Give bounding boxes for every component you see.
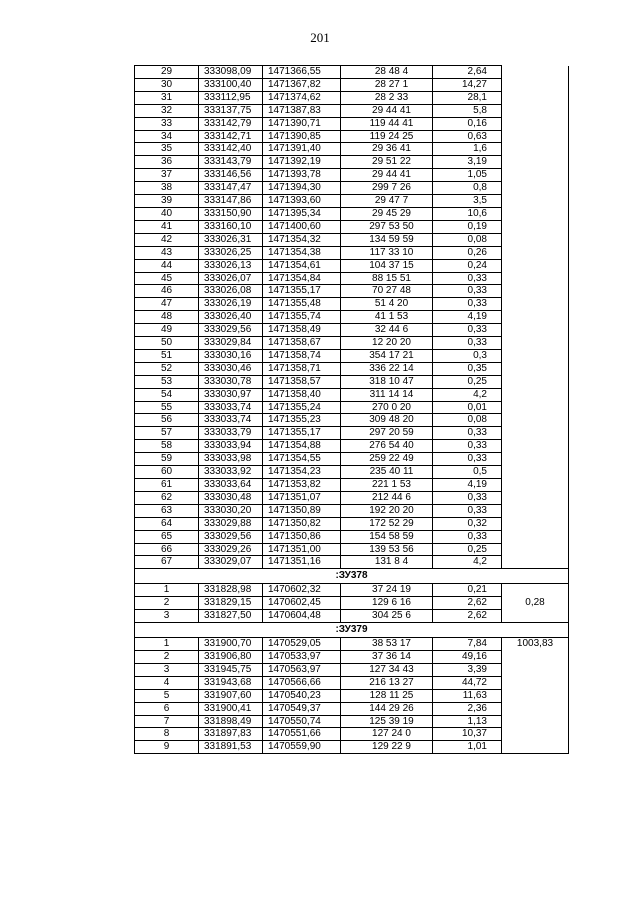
x-coordinate: 333033,98: [199, 453, 263, 466]
y-coordinate: 1471355,17: [263, 285, 341, 298]
x-coordinate: 333030,46: [199, 362, 263, 375]
point-number: 3: [135, 610, 199, 623]
direction-angle: 125 39 19: [341, 715, 433, 728]
point-number: 34: [135, 130, 199, 143]
direction-angle: 297 53 50: [341, 220, 433, 233]
x-coordinate: 333026,31: [199, 233, 263, 246]
x-coordinate: 333030,20: [199, 504, 263, 517]
direction-angle: 32 44 6: [341, 324, 433, 337]
y-coordinate: 1471366,55: [263, 66, 341, 79]
segment-length: 1,6: [433, 143, 502, 156]
y-coordinate: 1471350,86: [263, 530, 341, 543]
y-coordinate: 1471358,74: [263, 349, 341, 362]
point-number: 45: [135, 272, 199, 285]
y-coordinate: 1470604,48: [263, 610, 341, 623]
point-number: 43: [135, 246, 199, 259]
point-number: 46: [135, 285, 199, 298]
direction-angle: 29 36 41: [341, 143, 433, 156]
x-coordinate: 333033,74: [199, 414, 263, 427]
x-coordinate: 333112,95: [199, 91, 263, 104]
point-number: 52: [135, 362, 199, 375]
x-coordinate: 333160,10: [199, 220, 263, 233]
point-number: 36: [135, 156, 199, 169]
point-number: 55: [135, 401, 199, 414]
segment-length: 0,21: [433, 584, 502, 597]
y-coordinate: 1471354,84: [263, 272, 341, 285]
page-number: 201: [310, 30, 330, 45]
segment-length: 0,33: [433, 427, 502, 440]
x-coordinate: 333030,48: [199, 491, 263, 504]
x-coordinate: 331900,41: [199, 702, 263, 715]
x-coordinate: 333100,40: [199, 78, 263, 91]
y-coordinate: 1470540,23: [263, 689, 341, 702]
x-coordinate: 333146,56: [199, 169, 263, 182]
x-coordinate: 333026,25: [199, 246, 263, 259]
direction-angle: 276 54 40: [341, 440, 433, 453]
segment-length: 3,5: [433, 195, 502, 208]
direction-angle: 131 8 4: [341, 556, 433, 569]
direction-angle: 336 22 14: [341, 362, 433, 375]
y-coordinate: 1471358,67: [263, 337, 341, 350]
segment-length: 1,05: [433, 169, 502, 182]
direction-angle: 172 52 29: [341, 517, 433, 530]
direction-angle: 12 20 20: [341, 337, 433, 350]
segment-length: 44,72: [433, 676, 502, 689]
segment-length: 14,27: [433, 78, 502, 91]
point-number: 39: [135, 195, 199, 208]
coordinates-table: [134, 65, 569, 754]
direction-angle: 29 44 41: [341, 104, 433, 117]
segment-length: 2,64: [433, 66, 502, 79]
x-coordinate: 333026,08: [199, 285, 263, 298]
y-coordinate: 1471390,71: [263, 117, 341, 130]
direction-angle: 154 58 59: [341, 530, 433, 543]
y-coordinate: 1471390,85: [263, 130, 341, 143]
segment-length: 0,33: [433, 530, 502, 543]
segment-length: 0,26: [433, 246, 502, 259]
direction-angle: 127 34 43: [341, 663, 433, 676]
y-coordinate: 1471350,82: [263, 517, 341, 530]
y-coordinate: 1471358,49: [263, 324, 341, 337]
segment-length: 0,19: [433, 220, 502, 233]
segment-length: 0,8: [433, 182, 502, 195]
direction-angle: 299 7 26: [341, 182, 433, 195]
point-number: 4: [135, 676, 199, 689]
point-number: 56: [135, 414, 199, 427]
segment-length: 0,08: [433, 414, 502, 427]
segment-length: 0,35: [433, 362, 502, 375]
direction-angle: 311 14 14: [341, 388, 433, 401]
x-coordinate: 333142,79: [199, 117, 263, 130]
point-number: 6: [135, 702, 199, 715]
segment-length: 0,08: [433, 233, 502, 246]
point-number: 49: [135, 324, 199, 337]
segment-length: 0,32: [433, 517, 502, 530]
y-coordinate: 1470550,74: [263, 715, 341, 728]
y-coordinate: 1471351,07: [263, 491, 341, 504]
point-number: 63: [135, 504, 199, 517]
point-number: 1: [135, 584, 199, 597]
segment-length: 49,16: [433, 650, 502, 663]
area-cell-empty: [502, 66, 569, 569]
y-coordinate: 1471358,57: [263, 375, 341, 388]
point-number: 31: [135, 91, 199, 104]
direction-angle: 127 24 0: [341, 728, 433, 741]
x-coordinate: 333033,74: [199, 401, 263, 414]
y-coordinate: 1471367,82: [263, 78, 341, 91]
direction-angle: 216 13 27: [341, 676, 433, 689]
point-number: 58: [135, 440, 199, 453]
direction-angle: 41 1 53: [341, 311, 433, 324]
segment-length: 0,33: [433, 440, 502, 453]
segment-length: 0,24: [433, 259, 502, 272]
x-coordinate: 333033,92: [199, 466, 263, 479]
x-coordinate: 333030,16: [199, 349, 263, 362]
point-number: 44: [135, 259, 199, 272]
point-number: 61: [135, 479, 199, 492]
x-coordinate: 333026,40: [199, 311, 263, 324]
point-number: 57: [135, 427, 199, 440]
x-coordinate: 331906,80: [199, 650, 263, 663]
segment-length: 0,3: [433, 349, 502, 362]
y-coordinate: 1471354,32: [263, 233, 341, 246]
y-coordinate: 1471393,78: [263, 169, 341, 182]
point-number: 54: [135, 388, 199, 401]
y-coordinate: 1471354,88: [263, 440, 341, 453]
point-number: 59: [135, 453, 199, 466]
x-coordinate: 333030,97: [199, 388, 263, 401]
x-coordinate: 333033,79: [199, 427, 263, 440]
point-number: 64: [135, 517, 199, 530]
segment-length: 0,25: [433, 543, 502, 556]
direction-angle: 235 40 11: [341, 466, 433, 479]
segment-length: 2,62: [433, 597, 502, 610]
y-coordinate: 1471395,34: [263, 207, 341, 220]
segment-length: 10,6: [433, 207, 502, 220]
point-number: 7: [135, 715, 199, 728]
y-coordinate: 1471358,40: [263, 388, 341, 401]
section-title: :ЗУ379: [135, 623, 569, 638]
direction-angle: 128 11 25: [341, 689, 433, 702]
point-number: 60: [135, 466, 199, 479]
table-row: [135, 584, 569, 597]
point-number: 37: [135, 169, 199, 182]
point-number: 47: [135, 298, 199, 311]
point-number: 40: [135, 207, 199, 220]
section-header-row: [135, 623, 569, 638]
y-coordinate: 1471394,30: [263, 182, 341, 195]
direction-angle: 270 0 20: [341, 401, 433, 414]
table-row: [135, 638, 569, 651]
point-number: 35: [135, 143, 199, 156]
segment-length: 4,19: [433, 311, 502, 324]
y-coordinate: 1470551,66: [263, 728, 341, 741]
direction-angle: 88 15 51: [341, 272, 433, 285]
direction-angle: 51 4 20: [341, 298, 433, 311]
y-coordinate: 1471350,89: [263, 504, 341, 517]
segment-length: 4,19: [433, 479, 502, 492]
segment-length: 10,37: [433, 728, 502, 741]
segment-length: 0,33: [433, 324, 502, 337]
x-coordinate: 333029,26: [199, 543, 263, 556]
y-coordinate: 1471355,24: [263, 401, 341, 414]
segment-length: 5,8: [433, 104, 502, 117]
y-coordinate: 1470563,97: [263, 663, 341, 676]
direction-angle: 129 22 9: [341, 741, 433, 754]
x-coordinate: 333137,75: [199, 104, 263, 117]
x-coordinate: 333147,86: [199, 195, 263, 208]
x-coordinate: 333026,07: [199, 272, 263, 285]
x-coordinate: 333029,88: [199, 517, 263, 530]
segment-length: 0,5: [433, 466, 502, 479]
x-coordinate: 333142,40: [199, 143, 263, 156]
direction-angle: 139 53 56: [341, 543, 433, 556]
segment-length: 0,33: [433, 337, 502, 350]
x-coordinate: 333029,56: [199, 324, 263, 337]
x-coordinate: 331897,83: [199, 728, 263, 741]
direction-angle: 104 37 15: [341, 259, 433, 272]
direction-angle: 309 48 20: [341, 414, 433, 427]
point-number: 53: [135, 375, 199, 388]
point-number: 30: [135, 78, 199, 91]
x-coordinate: 331943,68: [199, 676, 263, 689]
x-coordinate: 331829,15: [199, 597, 263, 610]
point-number: 41: [135, 220, 199, 233]
y-coordinate: 1470602,45: [263, 597, 341, 610]
direction-angle: 119 24 25: [341, 130, 433, 143]
x-coordinate: 333098,09: [199, 66, 263, 79]
segment-length: 1,01: [433, 741, 502, 754]
x-coordinate: 331891,53: [199, 741, 263, 754]
x-coordinate: 331828,98: [199, 584, 263, 597]
area-value: 1003,83: [502, 638, 569, 754]
segment-length: 0,25: [433, 375, 502, 388]
segment-length: 2,62: [433, 610, 502, 623]
x-coordinate: 333033,64: [199, 479, 263, 492]
y-coordinate: 1471354,61: [263, 259, 341, 272]
segment-length: 3,39: [433, 663, 502, 676]
y-coordinate: 1470559,90: [263, 741, 341, 754]
y-coordinate: 1470529,05: [263, 638, 341, 651]
point-number: 3: [135, 663, 199, 676]
direction-angle: 117 33 10: [341, 246, 433, 259]
segment-length: 0,63: [433, 130, 502, 143]
x-coordinate: 333033,94: [199, 440, 263, 453]
direction-angle: 29 51 22: [341, 156, 433, 169]
x-coordinate: 333142,71: [199, 130, 263, 143]
direction-angle: 29 44 41: [341, 169, 433, 182]
segment-length: 0,33: [433, 504, 502, 517]
direction-angle: 129 6 16: [341, 597, 433, 610]
point-number: 42: [135, 233, 199, 246]
section-title: :ЗУ378: [135, 569, 569, 584]
y-coordinate: 1471351,16: [263, 556, 341, 569]
point-number: 2: [135, 597, 199, 610]
segment-length: 0,33: [433, 491, 502, 504]
point-number: 33: [135, 117, 199, 130]
direction-angle: 119 44 41: [341, 117, 433, 130]
direction-angle: 134 59 59: [341, 233, 433, 246]
y-coordinate: 1471355,48: [263, 298, 341, 311]
segment-length: 2,36: [433, 702, 502, 715]
direction-angle: 37 36 14: [341, 650, 433, 663]
y-coordinate: 1471351,00: [263, 543, 341, 556]
y-coordinate: 1470602,32: [263, 584, 341, 597]
x-coordinate: 331945,75: [199, 663, 263, 676]
point-number: 62: [135, 491, 199, 504]
y-coordinate: 1471354,38: [263, 246, 341, 259]
point-number: 1: [135, 638, 199, 651]
direction-angle: 28 2 33: [341, 91, 433, 104]
point-number: 32: [135, 104, 199, 117]
direction-angle: 192 20 20: [341, 504, 433, 517]
area-value: 0,28: [502, 584, 569, 623]
y-coordinate: 1471387,83: [263, 104, 341, 117]
section-header-row: [135, 569, 569, 584]
x-coordinate: 333150,90: [199, 207, 263, 220]
direction-angle: 38 53 17: [341, 638, 433, 651]
point-number: 38: [135, 182, 199, 195]
segment-length: 3,19: [433, 156, 502, 169]
x-coordinate: 333029,56: [199, 530, 263, 543]
direction-angle: 318 10 47: [341, 375, 433, 388]
segment-length: 0,33: [433, 272, 502, 285]
point-number: 29: [135, 66, 199, 79]
table-row: [135, 66, 569, 79]
direction-angle: 212 44 6: [341, 491, 433, 504]
segment-length: 1,13: [433, 715, 502, 728]
x-coordinate: 333026,13: [199, 259, 263, 272]
direction-angle: 70 27 48: [341, 285, 433, 298]
point-number: 51: [135, 349, 199, 362]
point-number: 5: [135, 689, 199, 702]
segment-length: 4,2: [433, 388, 502, 401]
y-coordinate: 1471355,17: [263, 427, 341, 440]
direction-angle: 297 20 59: [341, 427, 433, 440]
y-coordinate: 1471393,60: [263, 195, 341, 208]
x-coordinate: 331898,49: [199, 715, 263, 728]
point-number: 48: [135, 311, 199, 324]
segment-length: 0,33: [433, 453, 502, 466]
x-coordinate: 331827,50: [199, 610, 263, 623]
x-coordinate: 333143,79: [199, 156, 263, 169]
y-coordinate: 1471353,82: [263, 479, 341, 492]
direction-angle: 304 25 6: [341, 610, 433, 623]
y-coordinate: 1470533,97: [263, 650, 341, 663]
y-coordinate: 1471374,62: [263, 91, 341, 104]
segment-length: 0,33: [433, 285, 502, 298]
x-coordinate: 331907,60: [199, 689, 263, 702]
segment-length: 0,16: [433, 117, 502, 130]
x-coordinate: 333026,19: [199, 298, 263, 311]
segment-length: 4,2: [433, 556, 502, 569]
x-coordinate: 333029,84: [199, 337, 263, 350]
y-coordinate: 1470566,66: [263, 676, 341, 689]
x-coordinate: 333030,78: [199, 375, 263, 388]
segment-length: 0,33: [433, 298, 502, 311]
direction-angle: 354 17 21: [341, 349, 433, 362]
y-coordinate: 1471392,19: [263, 156, 341, 169]
direction-angle: 28 27 1: [341, 78, 433, 91]
y-coordinate: 1471355,74: [263, 311, 341, 324]
direction-angle: 29 47 7: [341, 195, 433, 208]
direction-angle: 259 22 49: [341, 453, 433, 466]
x-coordinate: 333029,07: [199, 556, 263, 569]
y-coordinate: 1471354,55: [263, 453, 341, 466]
segment-length: 7,84: [433, 638, 502, 651]
point-number: 65: [135, 530, 199, 543]
y-coordinate: 1471355,23: [263, 414, 341, 427]
direction-angle: 28 48 4: [341, 66, 433, 79]
point-number: 67: [135, 556, 199, 569]
segment-length: 28,1: [433, 91, 502, 104]
x-coordinate: 331900,70: [199, 638, 263, 651]
point-number: 66: [135, 543, 199, 556]
y-coordinate: 1471358,71: [263, 362, 341, 375]
point-number: 50: [135, 337, 199, 350]
y-coordinate: 1471391,40: [263, 143, 341, 156]
segment-length: 11,63: [433, 689, 502, 702]
point-number: 2: [135, 650, 199, 663]
direction-angle: 29 45 29: [341, 207, 433, 220]
y-coordinate: 1471354,23: [263, 466, 341, 479]
x-coordinate: 333147,47: [199, 182, 263, 195]
y-coordinate: 1471400,60: [263, 220, 341, 233]
direction-angle: 144 29 26: [341, 702, 433, 715]
point-number: 8: [135, 728, 199, 741]
y-coordinate: 1470549,37: [263, 702, 341, 715]
direction-angle: 37 24 19: [341, 584, 433, 597]
point-number: 9: [135, 741, 199, 754]
direction-angle: 221 1 53: [341, 479, 433, 492]
segment-length: 0,01: [433, 401, 502, 414]
